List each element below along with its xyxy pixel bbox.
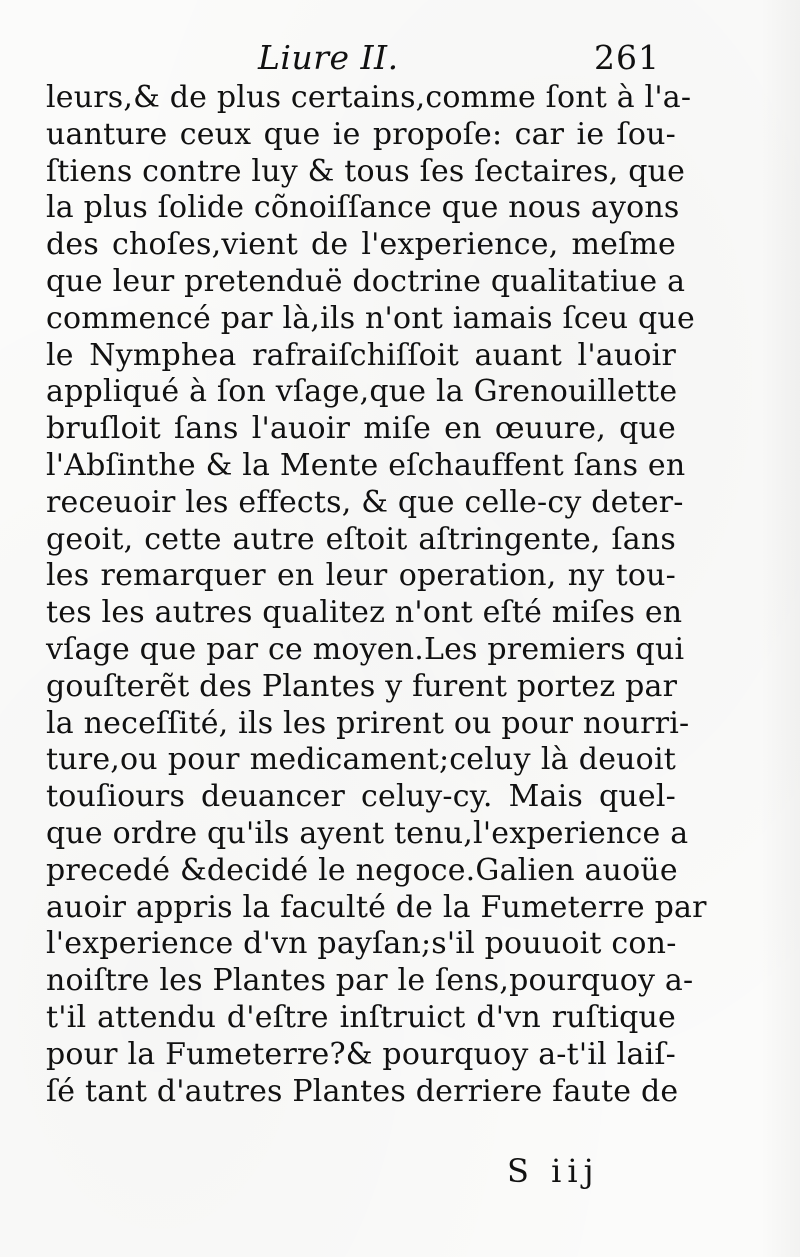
text-line: bruſloit ſans l'auoir miſe en œuure, que: [46, 411, 676, 447]
page-edge-shadow: [760, 0, 800, 1257]
page-number: 261: [594, 38, 660, 77]
text-line: precedé &decidé le negoce.Galien auoüe: [46, 852, 678, 888]
text-line: le Nymphea rafraiſchiſſoit auant l'auoir: [46, 337, 676, 373]
text-line: que leur pretenduë doctrine qualitatiue a: [46, 263, 686, 299]
text-line: les remarquer en leur operation, ny tou-: [46, 558, 676, 594]
text-line: leurs,& de plus certains,comme ſont à l'a-: [46, 80, 692, 115]
text-line: uanture ceux que ie propoſe: car ie ſou-: [46, 116, 676, 152]
text-line: receuoir les effects, & que celle-cy deter-: [46, 484, 684, 520]
text-line: ture,ou pour medicament;celuy là deuoit: [46, 742, 676, 778]
text-line: appliqué à ſon vſage,que la Grenouillette: [46, 374, 678, 410]
text-line: ſé tant d'autres Plantes derriere faute de: [46, 1073, 679, 1109]
text-line: auoir appris la faculté de la Fumeterre par: [46, 889, 707, 925]
text-line: la plus ſolide cõnoiſſance que nous ayons: [46, 190, 680, 226]
text-line: touſiours deuancer celuy-cy. Mais quel-: [46, 779, 676, 815]
text-line: commencé par là,ils n'ont iamais ſceu que: [46, 300, 695, 336]
text-line: gouſterẽt des Plantes y furent portez par: [46, 668, 678, 704]
text-line: geoit, cette autre eſtoit aſtringente, ſans: [46, 521, 676, 557]
text-line: l'experience d'vn payſan;s'il pouuoit con-: [46, 926, 677, 962]
text-line: vſage que par ce moyen.Les premiers qui: [46, 631, 685, 667]
text-line: ſtiens contre luy & tous ſes ſectaires, que: [46, 153, 686, 189]
running-title: Liure II.: [258, 38, 399, 77]
text-line: noiſtre les Plantes par le ſens,pourquoy a-: [46, 963, 694, 999]
text-line: que ordre qu'ils ayent tenu,l'experience a: [46, 815, 689, 851]
text-line: tes les autres qualitez n'ont eſté miſes en: [46, 595, 683, 631]
text-line: la neceſſité, ils les prirent ou pour nourri-: [46, 705, 690, 741]
text-line: des choſes,vient de l'experience, meſme: [46, 227, 676, 263]
signature-mark: S iij: [507, 1152, 600, 1190]
text-line: l'Abſinthe & la Mente eſchauffent ſans en: [46, 447, 686, 483]
text-line: pour la Fumeterre?& pourquoy a-t'il laiſ-: [46, 1036, 676, 1072]
text-line: t'il attendu d'eſtre inſtruict d'vn ruſtique: [46, 999, 676, 1035]
body-text: [46, 80, 707, 1110]
